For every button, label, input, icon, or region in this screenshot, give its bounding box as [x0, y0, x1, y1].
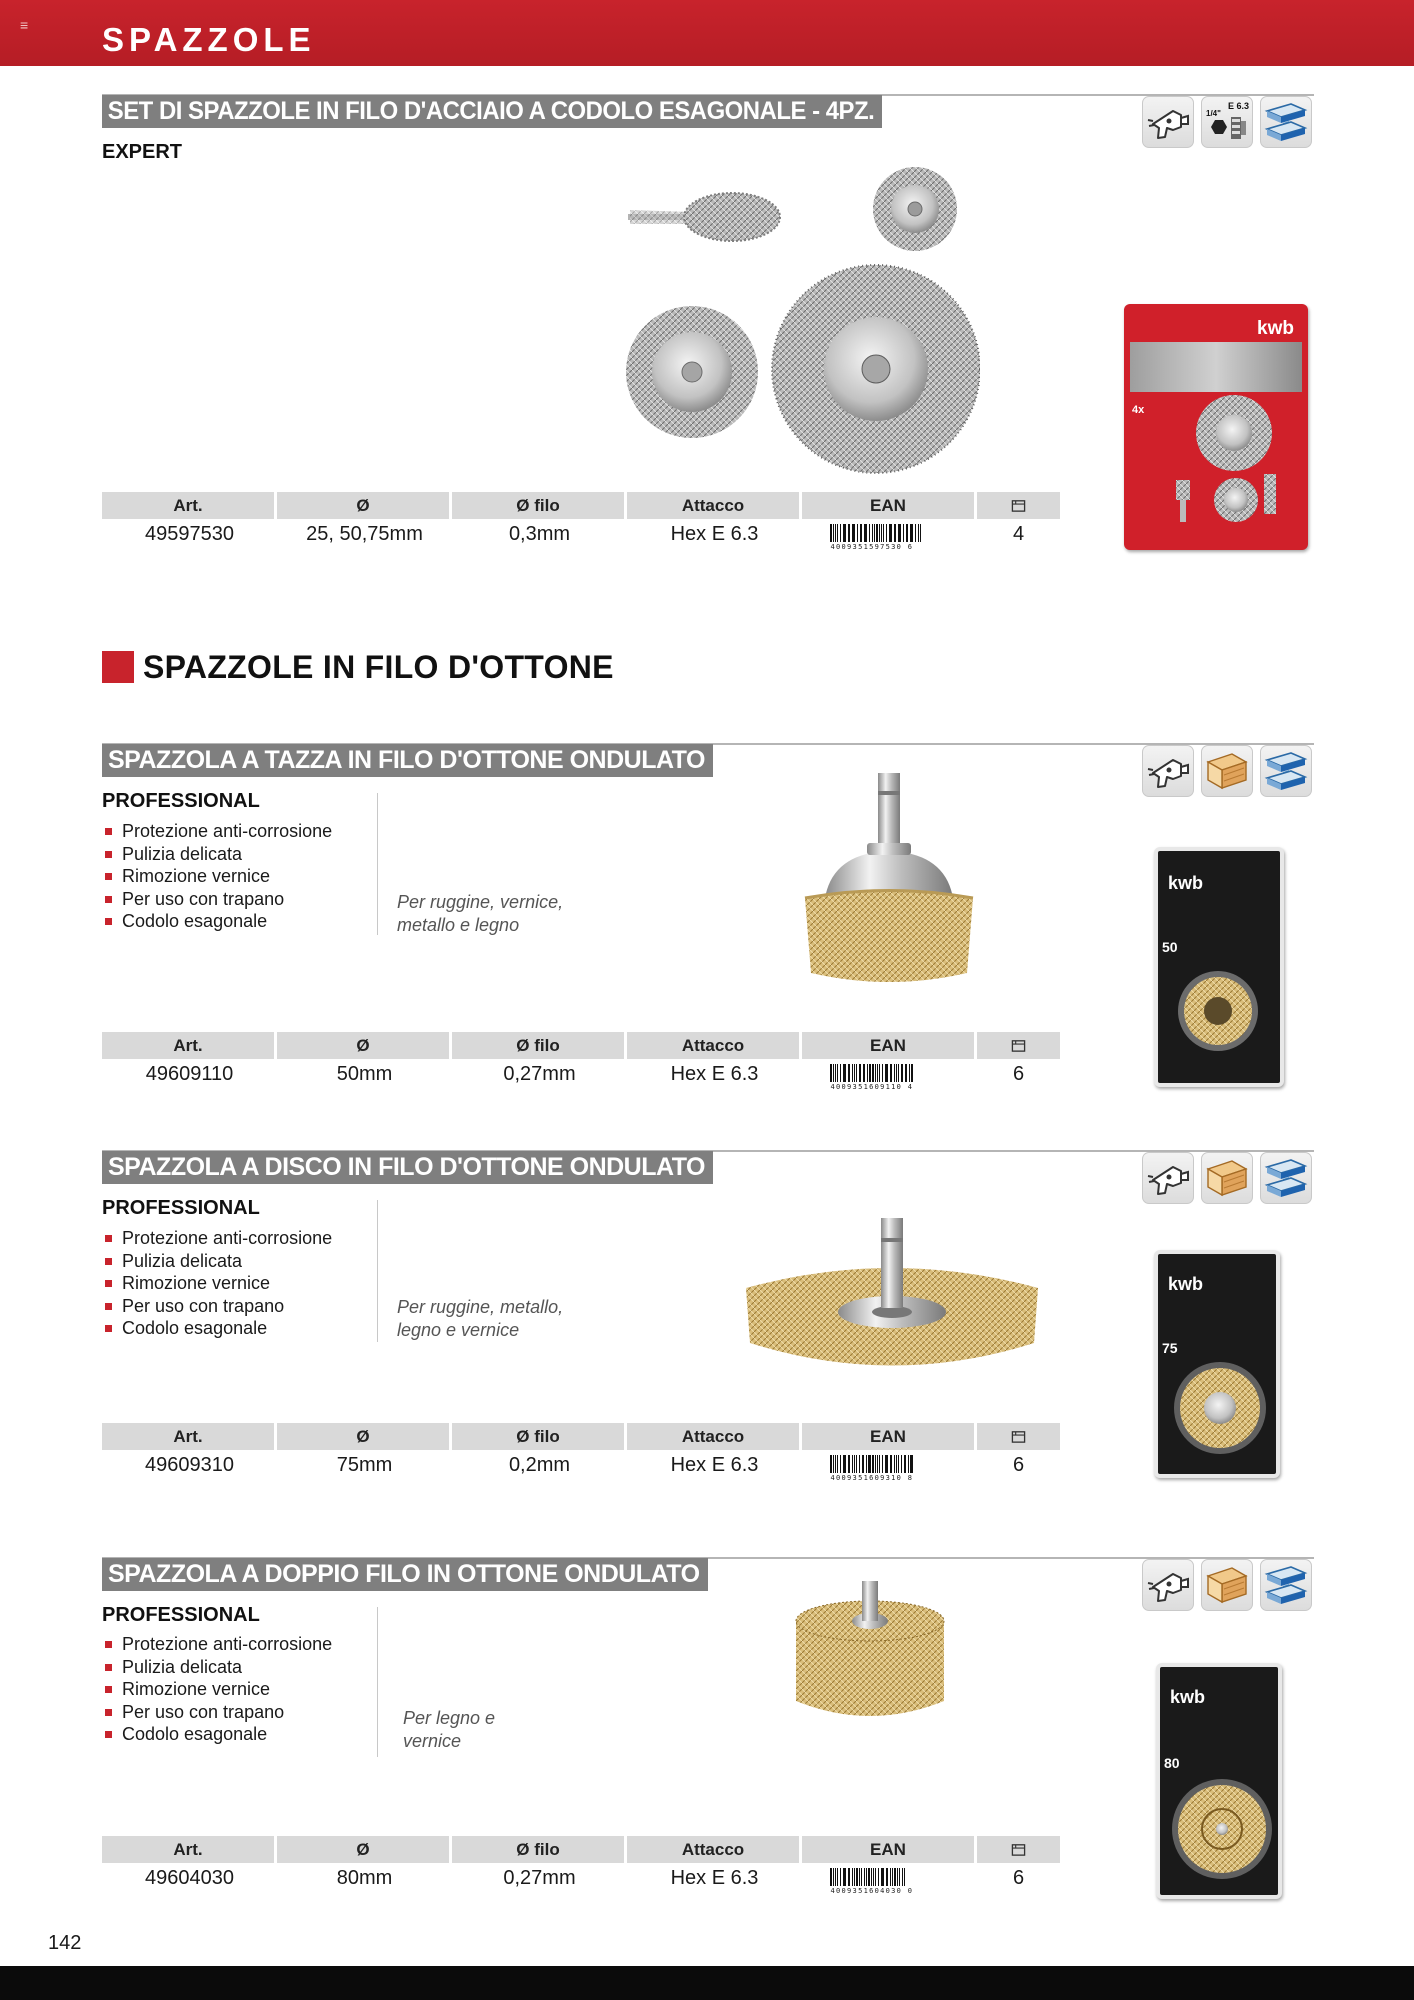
ean-number: 4009351604030 0: [830, 1886, 914, 1895]
barcode-bar: [835, 1064, 836, 1082]
barcode-bar: [833, 1064, 834, 1082]
product-grade: EXPERT: [102, 141, 183, 163]
barcode-bars: [829, 524, 951, 542]
barcode-bar: [906, 524, 908, 542]
col-art: Art.: [102, 1423, 277, 1450]
cell-shank: Hex E 6.3: [670, 1063, 759, 1085]
list-item: Protezione anti-corrosione: [104, 820, 332, 843]
barcode-bar: [848, 1064, 850, 1082]
barcode-bar: [860, 524, 862, 542]
barcode-bar: [877, 1455, 878, 1473]
col-art: Art.: [102, 1032, 277, 1059]
drill-icon: [1142, 1559, 1194, 1611]
feature-list: [104, 1633, 332, 1746]
barcode-bar: [837, 1868, 838, 1886]
spec-table-header: [102, 1032, 1060, 1059]
col-diameter: Ø: [277, 1032, 452, 1059]
col-shank: Attacco: [627, 1836, 802, 1863]
barcode-bar: [840, 1868, 841, 1886]
barcode-bar: [879, 524, 880, 542]
barcode-bar: [843, 524, 846, 542]
col-diameter: Ø: [277, 1836, 452, 1863]
application-icons: [1142, 96, 1314, 148]
barcode-bars: [829, 1064, 951, 1082]
barcode-bar: [903, 524, 904, 542]
barcode-bar: [908, 1455, 909, 1473]
cell-ean: [802, 519, 977, 549]
barcode-bar: [833, 524, 834, 542]
table-row: [102, 1450, 1060, 1480]
barcode-bar: [904, 1868, 905, 1886]
usage-line: legno e vernice: [397, 1320, 520, 1340]
barcode-bar: [910, 524, 913, 542]
cell-ean: [802, 1863, 977, 1893]
barcode-bar: [894, 1064, 895, 1082]
barcode-bar: [894, 1868, 896, 1886]
product-title: SPAZZOLA A DOPPIO FILO IN OTTONE ONDULATO: [102, 1558, 708, 1591]
product-packaging: [1154, 847, 1284, 1087]
usage-line: Per ruggine, vernice,: [397, 892, 564, 912]
feature-list: [104, 1227, 332, 1340]
spec-table: [102, 492, 1060, 549]
barcode-bar: [859, 1868, 860, 1886]
barcode-bar: [837, 524, 838, 542]
col-ean: EAN: [802, 1423, 977, 1450]
hamburger-icon[interactable]: ≡: [20, 17, 29, 33]
barcode-bar: [869, 524, 870, 542]
barcode-bar: [873, 1868, 874, 1886]
drill-icon: [1142, 745, 1194, 797]
barcode-bar: [854, 1455, 855, 1473]
barcode-bar: [898, 524, 901, 542]
pack-size: 50: [1162, 939, 1178, 955]
barcode-bar: [874, 524, 875, 542]
cell-ean: [802, 1450, 977, 1480]
barcode-bar: [901, 1064, 903, 1082]
barcode: [829, 1064, 951, 1091]
barcode-bar: [857, 524, 858, 542]
separator: [377, 1607, 378, 1757]
col-diameter: Ø: [277, 1423, 452, 1450]
barcode-bar: [830, 1455, 832, 1473]
usage-line: Per legno e: [403, 1708, 496, 1728]
barcode: [829, 524, 951, 551]
barcode-bar: [896, 1455, 897, 1473]
usage-note: [397, 1296, 563, 1342]
cell-shank: Hex E 6.3: [670, 1867, 759, 1889]
pack-brush-image: [1176, 969, 1260, 1053]
product-title: SPAZZOLA A DISCO IN FILO D'OTTONE ONDULATO: [102, 1151, 713, 1184]
barcode-bar: [882, 1064, 883, 1082]
barcode-bar: [904, 1455, 906, 1473]
wood-icon: [1201, 745, 1253, 797]
barcode-bar: [861, 1868, 862, 1886]
barcode-bar: [896, 1064, 897, 1082]
hex-inch-label: 1/4": [1206, 109, 1221, 118]
spec-table: [102, 1032, 1060, 1089]
barcode-bar: [852, 1455, 853, 1473]
barcode-bar: [835, 524, 836, 542]
barcode-bar: [830, 1868, 832, 1886]
double-wire-brush-image: [790, 1581, 950, 1741]
cell-wire: 0,27mm: [503, 1867, 576, 1889]
pack-size: 75: [1162, 1340, 1178, 1356]
barcode-bar: [866, 1868, 867, 1886]
box-icon: [1011, 1842, 1026, 1857]
barcode-bar: [875, 1455, 876, 1473]
barcode-bar: [830, 524, 832, 542]
barcode-bar: [835, 1868, 836, 1886]
barcode-bar: [868, 1455, 871, 1473]
col-wire: Ø filo: [452, 1836, 627, 1863]
barcode-bar: [856, 1064, 857, 1082]
barcode-bar: [840, 524, 841, 542]
barcode-bar: [905, 1064, 907, 1082]
cell-shank: Hex E 6.3: [670, 523, 759, 545]
usage-line: vernice: [403, 1731, 462, 1751]
list-item: Protezione anti-corrosione: [104, 1227, 332, 1250]
col-shank: Attacco: [627, 1423, 802, 1450]
barcode-bar: [864, 1868, 865, 1886]
table-row: [102, 1863, 1060, 1893]
barcode-bar: [830, 1064, 832, 1082]
barcode-bar: [869, 1064, 871, 1082]
barcode-bar: [886, 1868, 888, 1886]
barcode-bar: [910, 1455, 913, 1473]
barcode-bar: [918, 524, 919, 542]
barcode-bar: [890, 1868, 891, 1886]
drill-icon: [1142, 1152, 1194, 1204]
barcode-bar: [897, 1868, 898, 1886]
barcode-bar: [837, 1064, 838, 1082]
list-item: Per uso con trapano: [104, 888, 332, 911]
barcode-bar: [877, 1064, 878, 1082]
cell-art: 49609310: [145, 1454, 234, 1476]
cell-pack: 6: [1012, 1063, 1025, 1085]
list-item: Rimozione vernice: [104, 1272, 332, 1295]
barcode-bar: [885, 1064, 888, 1082]
cell-pack: 6: [1012, 1867, 1025, 1889]
barcode-bar: [848, 524, 850, 542]
product-grade: PROFESSIONAL: [102, 1604, 260, 1626]
metal-profile-icon: [1260, 1559, 1312, 1611]
barcode-bar: [868, 1868, 870, 1886]
cell-art: 49609110: [145, 1063, 234, 1085]
list-item: Codolo esagonale: [104, 1723, 332, 1746]
top-banner: [0, 0, 1414, 66]
col-ean: EAN: [802, 1836, 977, 1863]
cell-diameter: 25, 50,75mm: [306, 523, 423, 545]
col-diameter: Ø: [277, 492, 452, 519]
feature-list: [104, 820, 332, 933]
col-wire: Ø filo: [452, 492, 627, 519]
barcode-bar: [852, 1064, 853, 1082]
barcode-bar: [898, 1455, 899, 1473]
barcode: [829, 1455, 951, 1482]
barcode-bar: [909, 1064, 910, 1082]
cell-wire: 0,27mm: [503, 1063, 576, 1085]
barcode-bar: [872, 1064, 874, 1082]
barcode-bar: [894, 1455, 895, 1473]
page-title: SPAZZOLE: [102, 21, 316, 58]
barcode-bar: [852, 1868, 853, 1886]
barcode-bar: [856, 1868, 858, 1886]
barcode-bar: [854, 1868, 855, 1886]
wood-icon: [1201, 1559, 1253, 1611]
cell-ean: [802, 1059, 977, 1089]
spec-table-header: [102, 1836, 1060, 1863]
page-number: 142: [48, 1932, 82, 1954]
brand-logo: kwb: [1257, 318, 1294, 339]
cup-brush-image: [795, 773, 985, 993]
col-ean: EAN: [802, 1032, 977, 1059]
barcode-bar: [899, 1868, 900, 1886]
barcode-bar: [833, 1455, 834, 1473]
cell-wire: 0,2mm: [508, 1454, 571, 1476]
barcode-bar: [863, 1064, 865, 1082]
barcode-bar: [901, 1455, 902, 1473]
usage-line: metallo e legno: [397, 915, 520, 935]
barcode-bar: [843, 1064, 846, 1082]
product-grade: PROFESSIONAL: [102, 1197, 260, 1219]
col-art: Art.: [102, 1836, 277, 1863]
col-wire: Ø filo: [452, 1423, 627, 1450]
table-row: [102, 519, 1060, 549]
product-packaging: [1154, 1250, 1280, 1478]
wood-icon: [1201, 1152, 1253, 1204]
pack-brush-image: [1170, 1777, 1274, 1881]
barcode-bar: [843, 1868, 846, 1886]
barcode-bar: [872, 1455, 874, 1473]
metal-profile-icon: [1260, 1152, 1312, 1204]
box-icon: [1011, 1429, 1026, 1444]
barcode-bar: [892, 1868, 893, 1886]
ean-number: 4009351597530 6: [830, 542, 914, 551]
barcode-bar: [862, 1455, 864, 1473]
barcode-bars: [829, 1868, 951, 1886]
barcode-bar: [866, 1455, 867, 1473]
barcode-bar: [854, 1064, 855, 1082]
barcode-bar: [835, 1455, 836, 1473]
pack-brushes-image: [1144, 388, 1294, 538]
box-icon: [1011, 498, 1026, 513]
metal-profile-icon: [1260, 745, 1312, 797]
cell-shank: Hex E 6.3: [670, 1454, 759, 1476]
barcode: [829, 1868, 951, 1895]
list-item: Pulizia delicata: [104, 1656, 332, 1679]
barcode-bar: [856, 1455, 857, 1473]
barcode-bar: [889, 524, 892, 542]
barcode-bar: [883, 524, 884, 542]
col-art: Art.: [102, 492, 277, 519]
col-pack: [977, 1423, 1060, 1450]
col-pack: [977, 492, 1060, 519]
barcode-bar: [864, 524, 867, 542]
brand-logo: kwb: [1170, 1687, 1206, 1707]
application-icons: [1142, 1559, 1314, 1611]
list-item: Codolo esagonale: [104, 1317, 332, 1340]
col-shank: Attacco: [627, 1032, 802, 1059]
barcode-bar: [837, 1455, 838, 1473]
col-wire: Ø filo: [452, 1032, 627, 1059]
subsection-title: SPAZZOLE IN FILO D'OTTONE: [143, 649, 614, 685]
barcode-bar: [879, 1064, 880, 1082]
barcode-bar: [898, 1064, 899, 1082]
cell-art: 49604030: [145, 1867, 234, 1889]
barcode-bar: [876, 524, 878, 542]
ean-number: 4009351609310 8: [830, 1473, 914, 1482]
barcode-bar: [867, 1064, 868, 1082]
pack-brush-image: [1172, 1360, 1268, 1456]
metal-profile-icon: [1260, 96, 1312, 148]
product-packaging: [1124, 304, 1308, 550]
spec-table: [102, 1423, 1060, 1480]
barcode-bar: [881, 1868, 884, 1886]
brand-logo: kwb: [1168, 1274, 1204, 1294]
cell-pack: 6: [1012, 1454, 1025, 1476]
brand-logo: kwb: [1168, 873, 1204, 893]
disc-brush-image: [742, 1218, 1042, 1388]
usage-note: [397, 891, 563, 937]
col-pack: [977, 1032, 1060, 1059]
hex-shank-icon: [1201, 96, 1253, 148]
barcode-bar: [879, 1455, 880, 1473]
cell-wire: 0,3mm: [508, 523, 571, 545]
cell-diameter: 80mm: [336, 1867, 393, 1889]
barcode-bar: [859, 1455, 860, 1473]
pack-photo-strip: [1130, 342, 1302, 392]
cell-diameter: 50mm: [336, 1063, 393, 1085]
subsection-marker: [102, 651, 134, 683]
barcode-bar: [840, 1064, 841, 1082]
cell-art: 49597530: [145, 523, 234, 545]
separator: [377, 1200, 378, 1342]
barcode-bar: [871, 1868, 872, 1886]
list-item: Pulizia delicata: [104, 1250, 332, 1273]
barcode-bar: [911, 1064, 913, 1082]
usage-line: Per ruggine, metallo,: [397, 1297, 564, 1317]
table-row: [102, 1059, 1060, 1089]
cell-diameter: 75mm: [336, 1454, 393, 1476]
list-item: Codolo esagonale: [104, 910, 332, 933]
barcode-bar: [890, 1064, 892, 1082]
barcode-bar: [890, 1455, 892, 1473]
spec-table-header: [102, 1423, 1060, 1450]
barcode-bars: [829, 1455, 951, 1473]
barcode-bar: [902, 1868, 903, 1886]
footer-bar: [0, 1966, 1414, 2000]
barcode-bar: [875, 1064, 876, 1082]
list-item: Rimozione vernice: [104, 1678, 332, 1701]
barcode-bar: [885, 1455, 888, 1473]
list-item: Rimozione vernice: [104, 865, 332, 888]
pack-count: 4x: [1132, 404, 1145, 416]
product-title: SPAZZOLA A TAZZA IN FILO D'OTTONE ONDULATO: [102, 744, 713, 777]
barcode-bar: [878, 1868, 879, 1886]
drill-icon: [1142, 96, 1194, 148]
barcode-bar: [882, 1455, 883, 1473]
barcode-bar: [859, 1064, 861, 1082]
box-icon: [1011, 1038, 1026, 1053]
col-ean: EAN: [802, 492, 977, 519]
col-pack: [977, 1836, 1060, 1863]
barcode-bar: [875, 1868, 876, 1886]
barcode-bar: [894, 524, 896, 542]
spec-table: [102, 1836, 1060, 1893]
pack-size: 80: [1164, 1755, 1180, 1771]
barcode-bar: [843, 1455, 846, 1473]
application-icons: [1142, 745, 1314, 797]
list-item: Pulizia delicata: [104, 843, 332, 866]
barcode-bar: [881, 524, 882, 542]
hex-size-label: E 6.3: [1228, 101, 1250, 111]
usage-note: [403, 1707, 495, 1753]
ean-number: 4009351609110 4: [830, 1082, 914, 1091]
list-item: Per uso con trapano: [104, 1701, 332, 1724]
barcode-bar: [840, 1455, 841, 1473]
list-item: Protezione anti-corrosione: [104, 1633, 332, 1656]
spec-table-header: [102, 492, 1060, 519]
steel-brush-set-image: [620, 154, 980, 484]
product-grade: PROFESSIONAL: [102, 790, 260, 812]
barcode-bar: [848, 1455, 850, 1473]
barcode-bar: [915, 524, 916, 542]
application-icons: [1142, 1152, 1314, 1204]
col-shank: Attacco: [627, 492, 802, 519]
product-title: SET DI SPAZZOLE IN FILO D'ACCIAIO A CODOLO ESAGONALE - 4PZ.: [102, 95, 882, 128]
barcode-bar: [833, 1868, 834, 1886]
barcode-bar: [848, 1868, 850, 1886]
product-packaging: [1156, 1663, 1282, 1899]
barcode-bar: [852, 524, 855, 542]
cell-pack: 4: [1012, 523, 1025, 545]
barcode-bar: [920, 524, 921, 542]
list-item: Per uso con trapano: [104, 1295, 332, 1318]
barcode-bar: [886, 524, 887, 542]
separator: [377, 793, 378, 935]
barcode-bar: [872, 524, 873, 542]
